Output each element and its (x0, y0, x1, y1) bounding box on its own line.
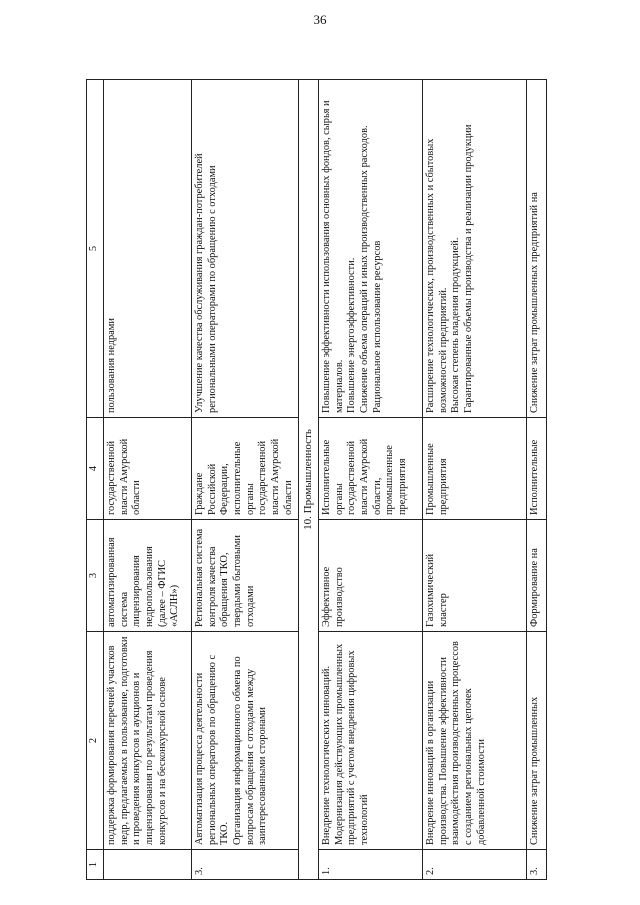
cell-result (192, 80, 299, 418)
header-col-3: 3 (87, 520, 104, 632)
header-col-1: 1 (87, 850, 104, 880)
table-row (422, 80, 526, 880)
header-col-2: 2 (87, 632, 104, 850)
header-row (87, 80, 104, 880)
cell-result (104, 80, 192, 418)
cell-measure-text: Внедрение инноваций в организации производства. Повышение эффективности взаимодействия производственных процессов с созданием региональных цепочек добавленной стоимости (424, 641, 487, 845)
rotated-table-wrapper (86, 80, 566, 880)
cell-result (422, 80, 526, 418)
section-title: 10. Промышленность (298, 80, 318, 880)
cell-system (104, 520, 192, 632)
table-row (526, 80, 546, 880)
cell-participants-text: Граждане Российской Федерации, исполнительные органы государственной власти Амурской области (194, 438, 294, 515)
cell-system-text: Эффективное производство (320, 566, 345, 627)
section-row (298, 80, 318, 880)
cell-measure (318, 632, 422, 850)
cell-measure (422, 632, 526, 850)
cell-system (318, 520, 422, 632)
cell-system-text: Газохимический кластер (424, 553, 449, 627)
table-row (318, 80, 422, 880)
cell-participants (422, 418, 526, 520)
cell-participants-text: Исполнительные органы государственной власти Амурской области, промышленные предприятия (320, 438, 409, 515)
page-number: 36 (313, 12, 327, 27)
table-row (192, 80, 299, 880)
table-row (104, 80, 192, 880)
cell-participants-text: Исполнительные (528, 439, 540, 515)
row-number: 3. (526, 850, 546, 880)
cell-system-text: Формирование на (528, 548, 540, 627)
cell-result (318, 80, 422, 418)
cell-measure-text: Снижение затрат промышленных (528, 696, 540, 845)
cell-participants (104, 418, 192, 520)
cell-participants-text: государственной власти Амурской области (106, 438, 143, 515)
cell-measure-text: Автоматизация процесса деятельности региональных операторов по обращению с ТКО. Организация информационного обмена по вопросам обращения с отходами между заинтересованными сторонами (194, 654, 269, 845)
cell-participants (526, 418, 546, 520)
cell-result-text: Расширение технологических, производственных и сбытовых возможностей предприятий. Высокая степень владения продукцией. Гарантированные объемы производства и реализации продукции (424, 124, 474, 413)
cell-system-text: автоматизированная система лицензирования недропользования (далее – ФГИС «АСЛН») (106, 537, 181, 627)
row-number: 3. (192, 850, 299, 880)
row-number: 2. (422, 850, 526, 880)
cell-system (422, 520, 526, 632)
cell-measure-text: поддержка формирования перечней участков недр, предлагаемых в пользование, подготовки и проведения конкурсов и аукционов и лицензирования по результатам проведения конкурсов и на бесконкурсной основе (106, 636, 168, 845)
cell-measure (192, 632, 299, 850)
cell-result-text: Улучшение качества обслуживания граждан-потребителей региональными операторами по обращению с отходами (194, 153, 218, 413)
cell-system (192, 520, 299, 632)
cell-result-text: пользования недрами (106, 318, 117, 413)
cell-result-text: Повышение эффективности использования основных фондов, сырья и материалов. Повышение энергоэффективности. Снижение объема операций и иных производственных расходов. Рациональное использование ресурсов (320, 100, 383, 413)
cell-measure (526, 632, 546, 850)
cell-system-text: Региональная система контроля качества обращения ТКО, твердыми бытовыми отходами (194, 528, 256, 627)
cell-participants (192, 418, 299, 520)
rotated-table-canvas (86, 80, 566, 880)
measures-table (86, 79, 547, 880)
row-number (104, 850, 192, 880)
header-col-4: 4 (87, 418, 104, 520)
header-col-5: 5 (87, 80, 104, 418)
cell-measure-text: Внедрение технологических инноваций. Модернизация действующих промышленных предприятий с учетом внедрения цифровых технологий (320, 643, 370, 845)
cell-measure (104, 632, 192, 850)
row-number: 1. (318, 850, 422, 880)
cell-participants-text: Промышленные предприятия (424, 443, 449, 515)
cell-system (526, 520, 546, 632)
cell-result (526, 80, 546, 418)
cell-result-text: Снижение затрат промышленных предприятий на (528, 192, 540, 413)
cell-participants (318, 418, 422, 520)
